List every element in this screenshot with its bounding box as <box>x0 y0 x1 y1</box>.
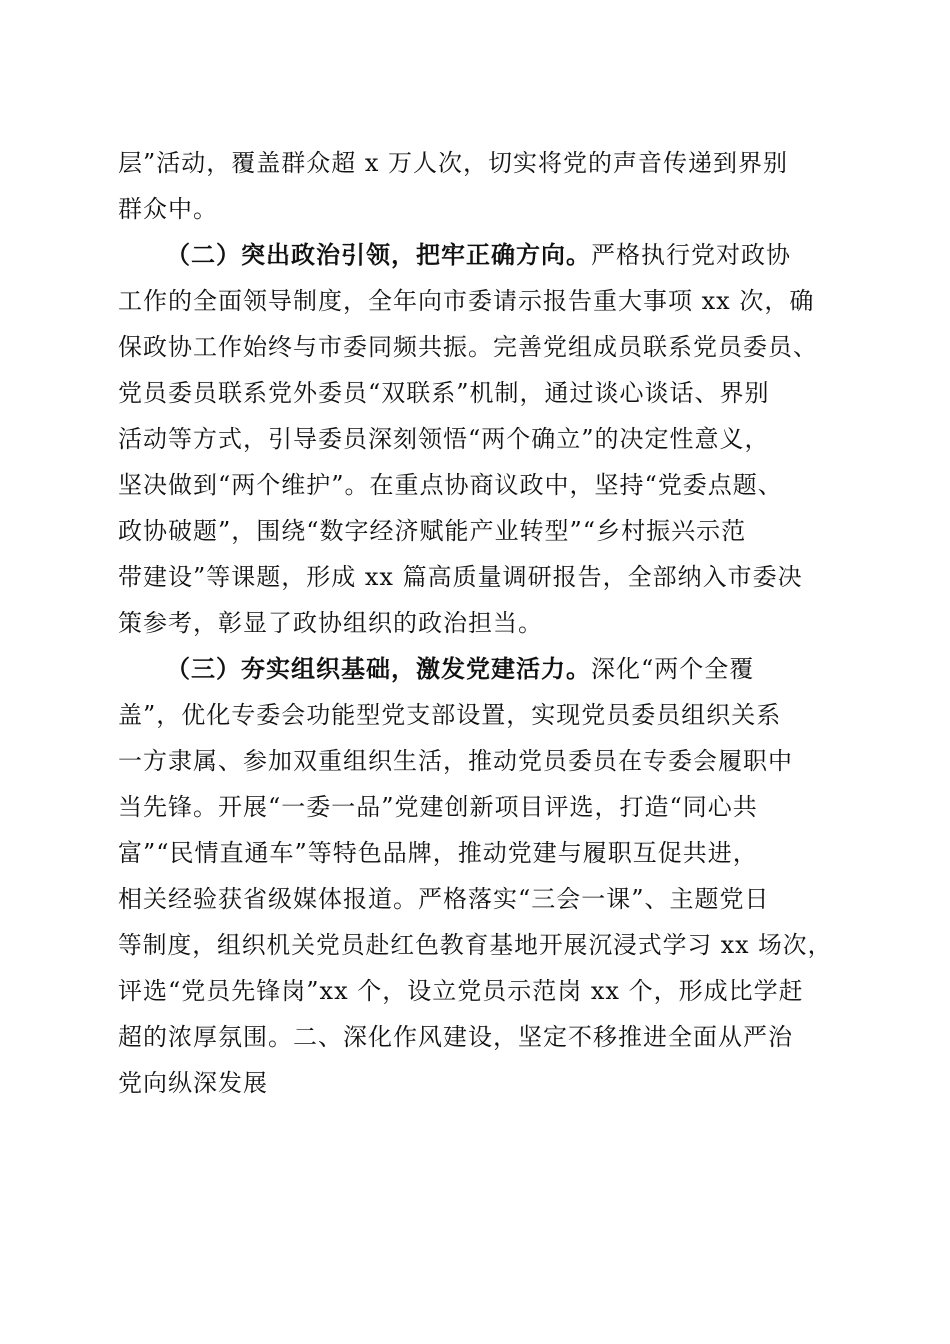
text-line: 党向纵深发展 <box>118 1069 268 1097</box>
text-line: 工作的全面领导制度，全年向市委请示报告重大事项 xx 次，确 <box>118 287 815 315</box>
text-line: 等制度，组织机关党员赴红色教育基地开展沉浸式学习 xx 场次， <box>118 931 833 959</box>
text-line: 盖”，优化专委会功能型党支部设置，实现党员委员组织关系 <box>118 701 782 729</box>
text-line: 群众中。 <box>118 195 218 223</box>
section-heading: （二）突出政治引领，把牢正确方向。 <box>166 240 591 269</box>
text-line: 一方隶属、参加双重组织生活，推动党员委员在专委会履职中 <box>118 747 793 775</box>
text-line: 策参考，彰显了政协组织的政治担当。 <box>118 609 543 637</box>
text-line: 保政协工作始终与市委同频共振。完善党组成员联系党员委员、 <box>118 333 818 361</box>
text-line: 相关经验获省级媒体报道。严格落实“三会一课”、主题党日 <box>118 885 770 913</box>
text-line: 带建设”等课题，形成 xx 篇高质量调研报告，全部纳入市委决 <box>118 563 803 591</box>
text-line: 当先锋。开展“一委一品”党建创新项目评选，打造“同心共 <box>118 793 758 821</box>
text-line: 富”“民情直通车”等特色品牌，推动党建与履职互促共进， <box>118 839 758 867</box>
paragraph-first-line <box>166 654 754 684</box>
text-line: 党员委员联系党外委员“双联系”机制，通过谈心谈话、界别 <box>118 379 770 407</box>
text-run: 深化“两个全覆 <box>591 655 755 683</box>
text-line: 坚决做到“两个维护”。在重点协商议政中，坚持“党委点题、 <box>118 471 783 499</box>
section-heading: （三）夯实组织基础，激发党建活力。 <box>166 654 591 683</box>
paragraph-first-line <box>166 240 791 270</box>
text-run: 严格执行党对政协 <box>591 241 791 269</box>
text-line: 评选“党员先锋岗”xx 个，设立党员示范岗 xx 个，形成比学赶 <box>118 977 804 1005</box>
text-line: 活动等方式，引导委员深刻领悟“两个确立”的决定性意义， <box>118 425 770 453</box>
text-line: 层”活动，覆盖群众超 x 万人次，切实将党的声音传递到界别 <box>118 149 789 177</box>
text-line: 政协破题”，围绕“数字经济赋能产业转型”“乡村振兴示范 <box>118 517 747 545</box>
text-line: 超的浓厚氛围。二、深化作风建设，坚定不移推进全面从严治 <box>118 1023 793 1051</box>
